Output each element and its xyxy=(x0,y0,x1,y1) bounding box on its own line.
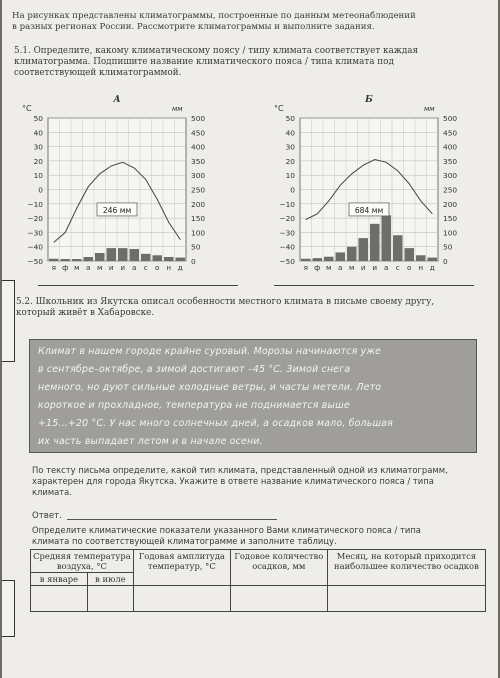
annual-precip-label: 684 мм xyxy=(354,205,384,215)
month-label: д xyxy=(177,263,183,272)
question-line-3: климата. xyxy=(32,487,72,497)
cell-amplitude[interactable] xyxy=(133,586,230,612)
month-label: и xyxy=(372,263,378,272)
precip-tick-label: 450 xyxy=(443,128,458,138)
margin-box-1 xyxy=(2,280,15,362)
precip-tick-label: 0 xyxy=(443,257,448,266)
precip-bar xyxy=(428,258,438,261)
precip-bar xyxy=(95,253,105,261)
month-label: о xyxy=(155,263,160,272)
month-label: я xyxy=(51,263,56,272)
temp-tick-label: 0 xyxy=(290,185,295,195)
month-label: с xyxy=(395,263,400,272)
margin-box-2 xyxy=(2,580,15,637)
precip-bar xyxy=(141,254,151,261)
month-label: ф xyxy=(62,263,69,272)
th-amplitude: Годовая амплитуда температур, °С xyxy=(133,550,230,586)
precip-bar xyxy=(153,255,163,261)
month-label: с xyxy=(143,263,148,272)
month-label: а xyxy=(86,263,91,272)
precip-bar xyxy=(176,258,186,261)
cell-july[interactable] xyxy=(87,586,133,612)
month-label: я xyxy=(303,263,308,272)
precip-tick-label: 100 xyxy=(191,228,206,238)
precip-bar xyxy=(336,252,346,261)
temp-tick-label: −30 xyxy=(27,228,43,238)
precip-bar xyxy=(359,238,369,261)
precip-bar xyxy=(313,258,323,261)
climatogram-a xyxy=(8,92,234,282)
task-5-1-line-2: климатограмма. Подпишите название климатического пояса / типа климата под xyxy=(14,57,394,67)
climate-indicators-table xyxy=(30,549,486,612)
letter-line-5: +15...+20 °С. У нас много солнечных дней, а осадков мало, большая xyxy=(38,418,394,429)
precip-tick-label: 50 xyxy=(443,242,453,252)
precip-bar xyxy=(324,257,334,261)
temp-tick-label: 50 xyxy=(33,114,43,123)
temp-tick-label: 40 xyxy=(33,128,43,138)
month-label: и xyxy=(108,263,114,272)
task-5-2-line-1: 5.2. Школьник из Якутска описал особенности местного климата в письме своему другу, xyxy=(16,297,435,307)
precip-tick-label: 150 xyxy=(191,214,206,224)
precip-bar xyxy=(61,259,71,261)
temp-tick-label: 20 xyxy=(285,156,295,166)
th-max-precip-month: Месяц, на который приходится наибольшее количество осадков xyxy=(327,550,485,586)
temp-unit-label: °C xyxy=(22,104,32,113)
letter-line-4: короткое и прохладное, температура не поднимается выше xyxy=(38,400,350,411)
temp-tick-label: −50 xyxy=(279,257,295,266)
annual-precip-label: 246 мм xyxy=(102,205,132,215)
month-label: м xyxy=(349,263,355,272)
letter-line-2: в сентябре–октябре, а зимой достигают –45 °С. Зимой снега xyxy=(38,364,351,375)
precip-bar xyxy=(118,248,128,261)
month-label: и xyxy=(360,263,366,272)
answer-line-b[interactable] xyxy=(274,285,474,286)
cell-month[interactable] xyxy=(327,586,485,612)
temp-tick-label: 10 xyxy=(33,171,43,181)
precip-unit-label: мм xyxy=(172,105,183,113)
precip-bar xyxy=(382,215,392,261)
precip-tick-label: 300 xyxy=(191,171,206,181)
precip-bar xyxy=(130,249,140,261)
question-line-2: характерен для города Якутска. Укажите в ответе название климатического пояса / типа xyxy=(32,476,434,486)
climatogram-b xyxy=(260,92,486,282)
precip-tick-label: 500 xyxy=(443,114,458,123)
temp-tick-label: 0 xyxy=(38,185,43,195)
temp-tick-label: −40 xyxy=(27,242,43,252)
th-july: в июле xyxy=(87,573,133,586)
temp-tick-label: 20 xyxy=(33,156,43,166)
th-precip: Годовое количество осадков, мм xyxy=(230,550,327,586)
answer-line-a[interactable] xyxy=(38,285,238,286)
month-label: и xyxy=(120,263,126,272)
temp-tick-label: 40 xyxy=(285,128,295,138)
precip-tick-label: 150 xyxy=(443,214,458,224)
task-table-line-2: климата по соответствующей климатограмме и заполните таблицу. xyxy=(32,536,337,546)
temp-unit-label: °C xyxy=(274,104,284,113)
precip-bar xyxy=(416,255,426,261)
precip-tick-label: 450 xyxy=(191,128,206,138)
temp-tick-label: −20 xyxy=(27,214,43,224)
letter-line-6: их часть выпадает летом и в начале осени. xyxy=(38,436,263,447)
intro-line-1: На рисунках представлены климатограммы, построенные по данным метеонаблюдений xyxy=(12,11,416,21)
precip-tick-label: 50 xyxy=(191,242,201,252)
letter-line-3: немного, но дуют сильные холодные ветры, и часты метели. Лето xyxy=(38,382,382,393)
precip-bar xyxy=(84,257,94,261)
precip-bar xyxy=(49,259,59,261)
precip-unit-label: мм xyxy=(424,105,435,113)
handwritten-letter-box xyxy=(29,339,477,453)
precip-bar xyxy=(370,224,380,261)
month-label: а xyxy=(132,263,137,272)
precip-tick-label: 250 xyxy=(443,185,458,195)
temp-tick-label: 50 xyxy=(285,114,295,123)
cell-january[interactable] xyxy=(31,586,88,612)
task-5-2-line-2: который живёт в Хабаровске. xyxy=(16,308,155,318)
answer-label: Ответ. xyxy=(32,511,62,521)
question-line-1: По тексту письма определите, какой тип климата, представленный одной из климатограмм, xyxy=(32,465,448,475)
precip-bar xyxy=(301,259,311,261)
letter-line-1: Климат в нашем городе крайне суровый. Морозы начинаются уже xyxy=(38,346,382,357)
month-label: м xyxy=(97,263,103,272)
precip-tick-label: 350 xyxy=(191,156,206,166)
precip-tick-label: 250 xyxy=(191,185,206,195)
temp-tick-label: −30 xyxy=(279,228,295,238)
precip-tick-label: 350 xyxy=(443,156,458,166)
intro-line-2: в разных регионах России. Рассмотрите климатограммы и выполните задания. xyxy=(12,22,375,32)
month-label: а xyxy=(384,263,389,272)
temp-tick-label: −10 xyxy=(27,199,43,209)
precip-bar xyxy=(107,248,117,261)
month-label: о xyxy=(407,263,412,272)
month-label: н xyxy=(418,263,424,272)
th-avg-temp: Средняя температура воздуха, °С xyxy=(31,550,134,573)
task-5-1-line-3: соответствующей климатограммой. xyxy=(14,68,182,78)
chart-title: А xyxy=(113,95,121,105)
chart-title: Б xyxy=(365,95,373,105)
precip-tick-label: 200 xyxy=(443,199,458,209)
precip-bar xyxy=(347,247,357,261)
task-table-line-1: Определите климатические показатели указанного Вами климатического пояса / типа xyxy=(32,525,421,535)
task-5-1-line-1: 5.1. Определите, какому климатическому поясу / типу климата соответствует каждая xyxy=(14,46,419,56)
temp-tick-label: 30 xyxy=(285,142,295,152)
precip-tick-label: 200 xyxy=(191,199,206,209)
th-january: в январе xyxy=(31,573,88,586)
temp-tick-label: −40 xyxy=(279,242,295,252)
precip-tick-label: 100 xyxy=(443,228,458,238)
temp-tick-label: −50 xyxy=(27,257,43,266)
month-label: д xyxy=(429,263,435,272)
precip-tick-label: 0 xyxy=(191,257,196,266)
month-label: а xyxy=(338,263,343,272)
precip-bar xyxy=(405,248,415,261)
temp-tick-label: 30 xyxy=(33,142,43,152)
month-label: ф xyxy=(314,263,321,272)
precip-tick-label: 400 xyxy=(191,142,206,152)
cell-precip[interactable] xyxy=(230,586,327,612)
precip-bar xyxy=(164,257,174,261)
month-label: м xyxy=(326,263,332,272)
precip-bar xyxy=(393,235,403,261)
answer-input-line[interactable] xyxy=(67,519,277,520)
worksheet-page xyxy=(2,0,498,678)
precip-bar xyxy=(72,259,82,261)
month-label: м xyxy=(74,263,80,272)
temp-tick-label: −20 xyxy=(279,214,295,224)
precip-tick-label: 500 xyxy=(191,114,206,123)
temp-tick-label: −10 xyxy=(279,199,295,209)
temp-tick-label: 10 xyxy=(285,171,295,181)
precip-tick-label: 400 xyxy=(443,142,458,152)
precip-tick-label: 300 xyxy=(443,171,458,181)
month-label: н xyxy=(166,263,172,272)
